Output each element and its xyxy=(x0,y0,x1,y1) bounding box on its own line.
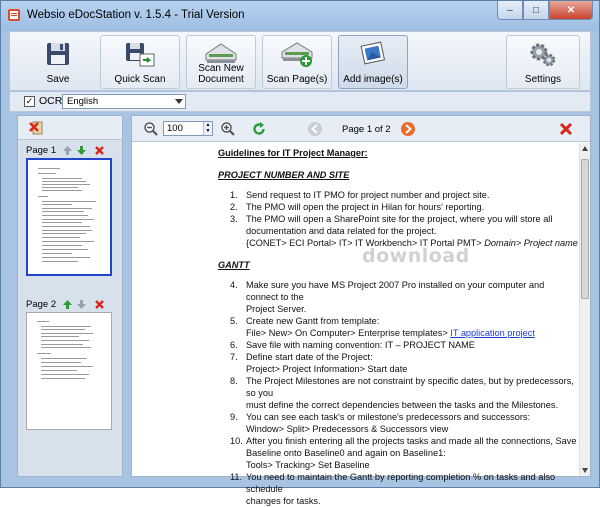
previous-page-icon[interactable] xyxy=(307,121,323,137)
maximize-icon: □ xyxy=(532,4,540,16)
list-item-text: Create new Gantt from template: xyxy=(246,316,380,326)
list-item-text: Save file with naming convention: IT – PROJECT NAME xyxy=(246,340,475,350)
watermark-logo: download xyxy=(362,245,470,267)
zoom-value: 100 xyxy=(167,123,183,134)
ocr-bar xyxy=(9,92,591,112)
chevron-down-icon xyxy=(175,99,183,104)
template-path: File> New> On Computer> Enterprise templates> xyxy=(246,328,451,338)
list-item-text: You need to maintain the Gantt by reporting completion % on tasks and also schedule xyxy=(246,472,556,494)
maximize-button[interactable] xyxy=(523,1,549,20)
list-item-text: Project Server. xyxy=(246,304,307,314)
list-item-text: Window> Split> Predecessors & Successors view xyxy=(246,424,449,434)
list-item-number: 3. xyxy=(230,214,238,224)
ocr-label: OCR xyxy=(39,95,63,107)
page-thumbnail[interactable] xyxy=(26,158,112,276)
document-heading: Guidelines for IT Project Manager: xyxy=(218,148,368,158)
close-window-button[interactable] xyxy=(549,1,593,20)
move-up-icon[interactable] xyxy=(62,299,73,310)
list-item-text: Send request to IT PMO for project number and project site. xyxy=(246,190,490,200)
list-item-number: 11. xyxy=(230,472,243,482)
list-item-text: The PMO will open a SharePoint site for the project, where you will store all xyxy=(246,214,553,224)
quick-scan-button[interactable] xyxy=(100,35,180,89)
add-images-button[interactable] xyxy=(338,35,408,89)
settings-label: Settings xyxy=(524,74,562,85)
list-item-number: 9. xyxy=(230,412,238,422)
app-icon xyxy=(7,8,21,22)
section-title: GANTT xyxy=(218,260,250,270)
window-title: Websio eDocStation v. 1.5.4 - Trial Version xyxy=(27,9,245,21)
scan-pages-label: Scan Page(s) xyxy=(266,74,328,85)
list-item xyxy=(218,351,578,375)
scan-new-document-label: Scan New Document xyxy=(198,63,244,85)
list-item xyxy=(218,327,578,339)
scan-new-document-button[interactable] xyxy=(186,35,256,89)
delete-page-icon[interactable] xyxy=(94,145,105,156)
list-section-1 xyxy=(218,189,578,237)
page-thumbnails-pane xyxy=(17,115,123,477)
scanner-icon xyxy=(203,40,239,66)
list-item-number: 7. xyxy=(230,352,238,362)
list-item-text: changes for tasks. xyxy=(246,496,321,506)
list-item-number: 8. xyxy=(230,376,238,386)
list-item-number: 5. xyxy=(230,316,238,326)
move-up-icon[interactable] xyxy=(62,145,73,156)
list-item xyxy=(218,471,578,507)
main-toolbar xyxy=(9,31,591,91)
scan-pages-button[interactable] xyxy=(262,35,332,89)
list-item-text: Make sure you have MS Project 2007 Pro installed on your computer and connect to the xyxy=(246,280,545,302)
zoom-spinner[interactable]: ▲ ▼ xyxy=(203,122,212,135)
list-item xyxy=(218,435,578,471)
vertical-scrollbar[interactable] xyxy=(579,143,590,476)
portal-path: {CONET> ECI Portal> IT> IT Workbench> IT Portal PMT> xyxy=(246,238,485,248)
list-item-number: 4. xyxy=(230,280,238,290)
list-item xyxy=(218,375,578,411)
save-label: Save xyxy=(46,74,70,85)
list-item-number: 1. xyxy=(230,190,238,200)
scanner-add-icon xyxy=(279,40,315,68)
close-document-icon[interactable] xyxy=(558,121,574,137)
zoom-in-icon[interactable] xyxy=(220,121,236,137)
list-section-2 xyxy=(218,279,578,327)
list-item-text: Tools> Tracking> Set Baseline xyxy=(246,460,370,470)
delete-page-icon[interactable] xyxy=(94,299,105,310)
quick-scan-icon xyxy=(123,40,157,70)
delete-all-pages-icon[interactable] xyxy=(28,120,44,136)
minimize-button[interactable] xyxy=(497,1,523,20)
move-down-icon[interactable] xyxy=(76,145,87,156)
rotate-icon[interactable] xyxy=(251,121,267,137)
list-item-text: The Project Milestones are not constraint by specific dates, but by predecessors, so you xyxy=(246,376,574,398)
add-images-label: Add image(s) xyxy=(343,74,403,85)
page-label: Page 1 xyxy=(26,145,57,156)
title-bar xyxy=(1,1,599,31)
add-image-icon xyxy=(358,40,388,68)
document-viewer xyxy=(131,115,591,506)
ocr-checkbox[interactable]: ✓ xyxy=(25,96,34,106)
thumbnails-toolbar xyxy=(18,116,122,140)
list-item-number: 10. xyxy=(230,436,243,446)
save-button[interactable] xyxy=(16,35,100,89)
list-section-3 xyxy=(218,339,578,507)
list-item-number: 2. xyxy=(230,202,238,212)
zoom-input[interactable] xyxy=(163,121,213,136)
floppy-disk-icon xyxy=(44,40,72,68)
page-thumbnail[interactable] xyxy=(26,312,112,430)
list-item xyxy=(218,315,578,327)
list-item-text: Baseline onto Baseline0 and again on Baseline1: xyxy=(246,448,446,458)
quick-scan-label: Quick Scan xyxy=(114,74,166,85)
page-card-1[interactable] xyxy=(22,144,118,294)
gears-icon xyxy=(527,40,559,70)
section-title: PROJECT NUMBER AND SITE xyxy=(218,170,350,180)
list-item-text: documentation and data related for the project. xyxy=(246,226,437,236)
move-down-icon[interactable] xyxy=(76,299,87,310)
page-card-header xyxy=(22,298,118,312)
zoom-out-icon[interactable] xyxy=(143,121,159,137)
document-page[interactable] xyxy=(132,143,579,506)
list-item xyxy=(218,411,578,435)
page-label: Page 2 xyxy=(26,299,57,310)
ocr-language-select[interactable] xyxy=(62,94,186,109)
window-controls xyxy=(497,1,593,21)
list-item-text: The PMO will open the project in Hilan for hours' reporting. xyxy=(246,202,485,212)
template-link[interactable]: IT application project xyxy=(450,328,535,338)
next-page-icon[interactable] xyxy=(400,121,416,137)
page-indicator: Page 1 of 2 xyxy=(342,124,391,135)
document-text xyxy=(218,147,578,507)
list-item-number: 6. xyxy=(230,340,238,350)
list-item xyxy=(218,279,578,315)
list-item-text: After you finish entering all the projects tasks and made all the connections, Save xyxy=(246,436,577,446)
list-item xyxy=(218,201,578,213)
close-icon: ✕ xyxy=(566,4,576,16)
minimize-icon: – xyxy=(507,4,513,16)
list-item xyxy=(218,189,578,201)
scroll-up-icon[interactable] xyxy=(582,146,588,151)
list-item-text: must define the correct dependencies between the tasks and the Milestones. xyxy=(246,400,559,410)
list-item-text: You can see each task's or milestone's predecessors and successors: xyxy=(246,412,531,422)
page-card-header xyxy=(22,144,118,158)
portal-path-end: Domain> Project name xyxy=(484,238,578,248)
list-item-text: Project> Project Information> Start date xyxy=(246,364,408,374)
viewer-toolbar xyxy=(132,116,590,142)
page-card-2[interactable] xyxy=(22,298,118,448)
list-item-text: Define start date of the Project: xyxy=(246,352,373,362)
ocr-language-value: English xyxy=(67,96,99,107)
scroll-down-icon[interactable] xyxy=(582,468,588,473)
settings-button[interactable] xyxy=(506,35,580,89)
list-item xyxy=(218,339,578,351)
scrollbar-thumb[interactable] xyxy=(581,159,589,299)
list-item xyxy=(218,213,578,237)
